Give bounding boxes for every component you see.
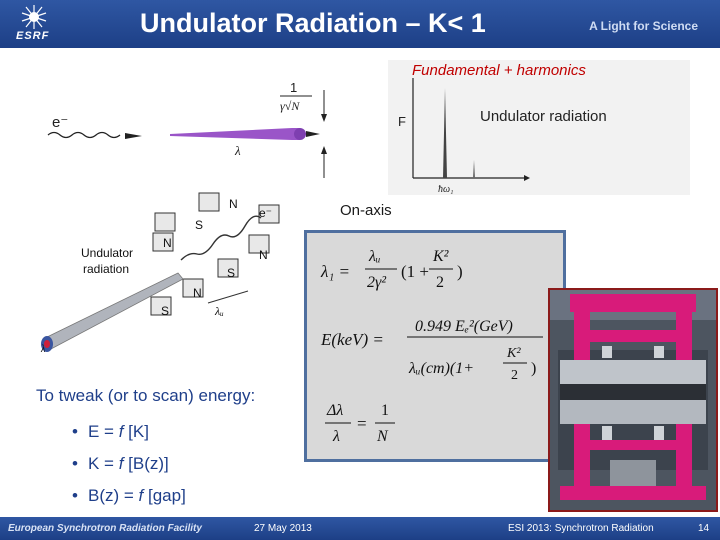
footer-organization: European Synchrotron Radiation Facility bbox=[8, 523, 202, 534]
magnet-label: S bbox=[161, 304, 170, 318]
beam-arrow-icon bbox=[306, 131, 320, 137]
undulator-photo bbox=[548, 288, 718, 512]
beam-diagram bbox=[30, 60, 388, 195]
electron-label: e⁻ bbox=[259, 206, 273, 220]
f2-num: 0.949 Eₑ²(GeV) bbox=[415, 318, 513, 335]
on-axis-label: On-axis bbox=[340, 202, 392, 219]
lambda-label: λ bbox=[235, 143, 241, 158]
f2-lhs: E(keV) = bbox=[321, 330, 384, 349]
slide-title: Undulator Radiation – K< 1 bbox=[140, 8, 486, 38]
f1-kden: 2 bbox=[436, 274, 444, 291]
electron-label: e⁻ bbox=[52, 114, 69, 131]
fundamental-harmonics-heading: Fundamental + harmonics bbox=[412, 62, 586, 79]
esrf-logo bbox=[10, 4, 58, 44]
formulas bbox=[307, 233, 563, 459]
f2-den-knum: K² bbox=[507, 346, 521, 361]
undulator-caption: Undulator bbox=[81, 246, 134, 260]
f3-den: λ bbox=[333, 428, 340, 445]
f3-num: Δλ bbox=[327, 402, 344, 419]
radiation-caption: radiation bbox=[83, 262, 130, 276]
magnet-label: N bbox=[163, 236, 172, 250]
undulator-beam-figure bbox=[30, 60, 690, 195]
magnet-label: N bbox=[229, 197, 238, 211]
f1-paren: (1 + bbox=[401, 262, 429, 281]
bullet-energy: • E = f [K] bbox=[72, 422, 149, 441]
wavelength-label: λ bbox=[41, 344, 46, 355]
undulator-frame-illustration bbox=[550, 290, 716, 510]
energy-bullets bbox=[72, 420, 186, 516]
magnet-array-diagram bbox=[3, 185, 303, 357]
page-number: 14 bbox=[698, 523, 710, 534]
formula-box bbox=[304, 230, 566, 462]
f1-den: 2γ² bbox=[367, 274, 387, 291]
angle-denominator: γ√N bbox=[280, 99, 300, 113]
fundamental-peak bbox=[443, 88, 447, 178]
period-label: λᵤ bbox=[215, 304, 224, 318]
f3-rnum: 1 bbox=[381, 402, 389, 419]
f1-knum: K² bbox=[433, 248, 449, 265]
f1-num: λᵤ bbox=[369, 248, 381, 265]
footer-date: 27 May 2013 bbox=[254, 523, 312, 534]
spectrum-caption: Undulator radiation bbox=[480, 108, 607, 125]
f1-close: ) bbox=[457, 262, 463, 281]
f3-rden: N bbox=[377, 428, 388, 445]
bullet-k: • K = f [B(z)] bbox=[72, 454, 169, 473]
f2-den-kden: 2 bbox=[511, 368, 518, 383]
magnet-label: N bbox=[259, 248, 268, 262]
harmonic-peak bbox=[473, 160, 475, 178]
slide-footer bbox=[0, 517, 720, 540]
tagline: A Light for Science bbox=[589, 19, 698, 33]
undulator-magnet-figure bbox=[3, 185, 303, 357]
angle-numerator: 1 bbox=[290, 80, 298, 95]
magnet-label: S bbox=[227, 266, 236, 280]
slide-header bbox=[0, 0, 720, 48]
f1-lhs: λ₁ = bbox=[321, 262, 350, 281]
tweak-energy-text: To tweak (or to scan) energy: bbox=[36, 386, 256, 405]
omega-label: ħω₁ bbox=[438, 184, 454, 195]
f3-eq: = bbox=[357, 414, 367, 433]
bullet-field: • B(z) = f [gap] bbox=[72, 486, 186, 505]
spectrum-plot bbox=[388, 60, 690, 195]
f2-den: λᵤ(cm)(1+ bbox=[409, 360, 475, 377]
radiation-cone bbox=[170, 128, 300, 140]
beam-tip bbox=[294, 128, 306, 140]
arrow-head-icon bbox=[125, 133, 142, 139]
magnet-label: N bbox=[193, 286, 202, 300]
sunburst-icon bbox=[10, 4, 58, 30]
logo-text: ESRF bbox=[16, 30, 50, 42]
spectrum-panel bbox=[388, 60, 690, 195]
electron-wiggle bbox=[48, 133, 120, 138]
flux-axis-label: F bbox=[398, 114, 406, 129]
footer-conference: ESI 2013: Synchrotron Radiation bbox=[508, 523, 654, 534]
f2-den-close: ) bbox=[531, 360, 537, 377]
magnet-label: S bbox=[195, 218, 204, 232]
